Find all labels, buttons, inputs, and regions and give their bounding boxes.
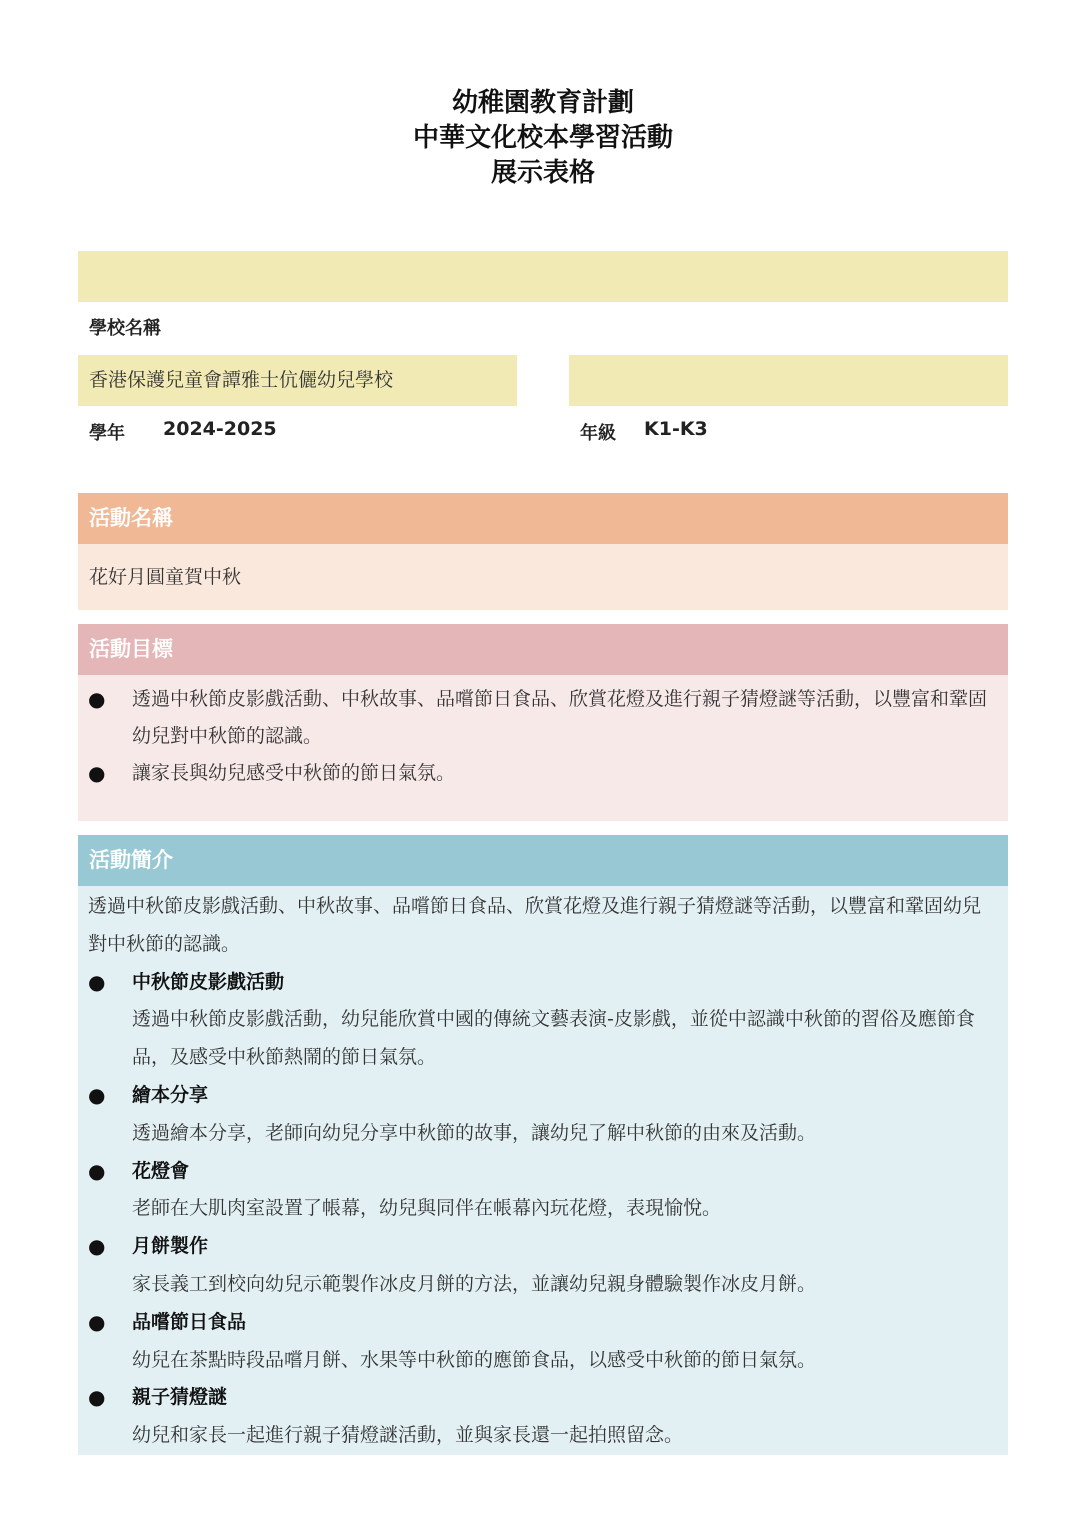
bullet-icon: ● [88, 1385, 106, 1410]
bullet-icon: ● [88, 1158, 106, 1183]
title-line-2: 中華文化校本學習活動 [412, 123, 673, 153]
intro-item [88, 964, 994, 1002]
intro-item [88, 1077, 994, 1115]
grade-value: K1-K3 [644, 418, 708, 440]
intro-item-title: 中秋節皮影戲活動 [132, 970, 285, 993]
bullet-icon: ● [88, 1309, 106, 1334]
intro-item-title: 繪本分享 [132, 1083, 209, 1106]
bullet-icon: ● [88, 1234, 106, 1259]
activity-name-header: 活動名稱 [78, 493, 1008, 544]
activity-intro-body [78, 886, 1008, 1455]
intro-item-desc: 幼兒和家長一起進行親子猜燈謎活動，並與家長還一起拍照留念。 [132, 1424, 684, 1447]
school-header-band [78, 251, 1008, 302]
intro-item-title: 親子猜燈謎 [132, 1386, 228, 1409]
goal-item [88, 681, 988, 755]
intro-summary: 透過中秋節皮影戲活動、中秋故事、品嚐節日食品、欣賞花燈及進行親子猜燈謎等活動，以豐富和鞏固幼兒對中秋節的認識。 [88, 895, 982, 955]
activity-goals-header: 活動目標 [78, 624, 1008, 675]
intro-item-desc: 幼兒在茶點時段品嚐月餅、水果等中秋節的應節食品，以感受中秋節的節日氣氛。 [132, 1348, 817, 1371]
school-year-label: 學年 [89, 423, 125, 444]
activity-goals-body [78, 675, 1008, 821]
school-name-field: 香港保護兒童會譚雅士伉儷幼兒學校 [78, 355, 517, 406]
intro-item [88, 1153, 994, 1191]
activity-name-value: 花好月圓童賀中秋 [78, 544, 1008, 610]
title-line-3: 展示表格 [490, 158, 595, 188]
bullet-icon: ● [88, 761, 106, 785]
form-title [0, 86, 1086, 191]
bullet-icon: ● [88, 687, 106, 711]
intro-item-title: 花燈會 [132, 1159, 190, 1182]
intro-item [88, 1228, 994, 1266]
bullet-icon: ● [88, 969, 106, 994]
intro-item-desc: 透過中秋節皮影戲活動，幼兒能欣賞中國的傳統文藝表演-皮影戲，並從中認識中秋節的習俗及應節食品，及感受中秋節熱鬧的節日氣氛。 [132, 1008, 975, 1069]
intro-item-desc: 老師在大肌肉室設置了帳幕，幼兒與同伴在帳幕內玩花燈，表現愉悅。 [132, 1197, 722, 1220]
intro-item [88, 1379, 994, 1417]
blank-field-box [569, 355, 1008, 406]
goal-item-text: 讓家長與幼兒感受中秋節的節日氣氛。 [132, 762, 456, 784]
goal-item [88, 755, 988, 792]
bullet-icon: ● [88, 1082, 106, 1107]
intro-item-desc: 家長義工到校向幼兒示範製作冰皮月餅的方法，並讓幼兒親身體驗製作冰皮月餅。 [132, 1272, 817, 1295]
grade-label: 年級 [580, 423, 616, 444]
intro-item [88, 1304, 994, 1342]
school-name-label: 學校名稱 [89, 318, 161, 339]
goal-item-text: 透過中秋節皮影戲活動、中秋故事、品嚐節日食品、欣賞花燈及進行親子猜燈謎等活動，以豐富和鞏固幼兒對中秋節的認識。 [132, 688, 988, 747]
intro-item-title: 月餅製作 [132, 1235, 209, 1258]
intro-item-title: 品嚐節日食品 [132, 1310, 247, 1333]
activity-intro-header: 活動簡介 [78, 835, 1008, 886]
title-line-1: 幼稚園教育計劃 [451, 88, 634, 118]
intro-item-desc: 透過繪本分享，老師向幼兒分享中秋節的故事，讓幼兒了解中秋節的由來及活動。 [132, 1121, 817, 1144]
school-year-value: 2024-2025 [163, 418, 277, 440]
